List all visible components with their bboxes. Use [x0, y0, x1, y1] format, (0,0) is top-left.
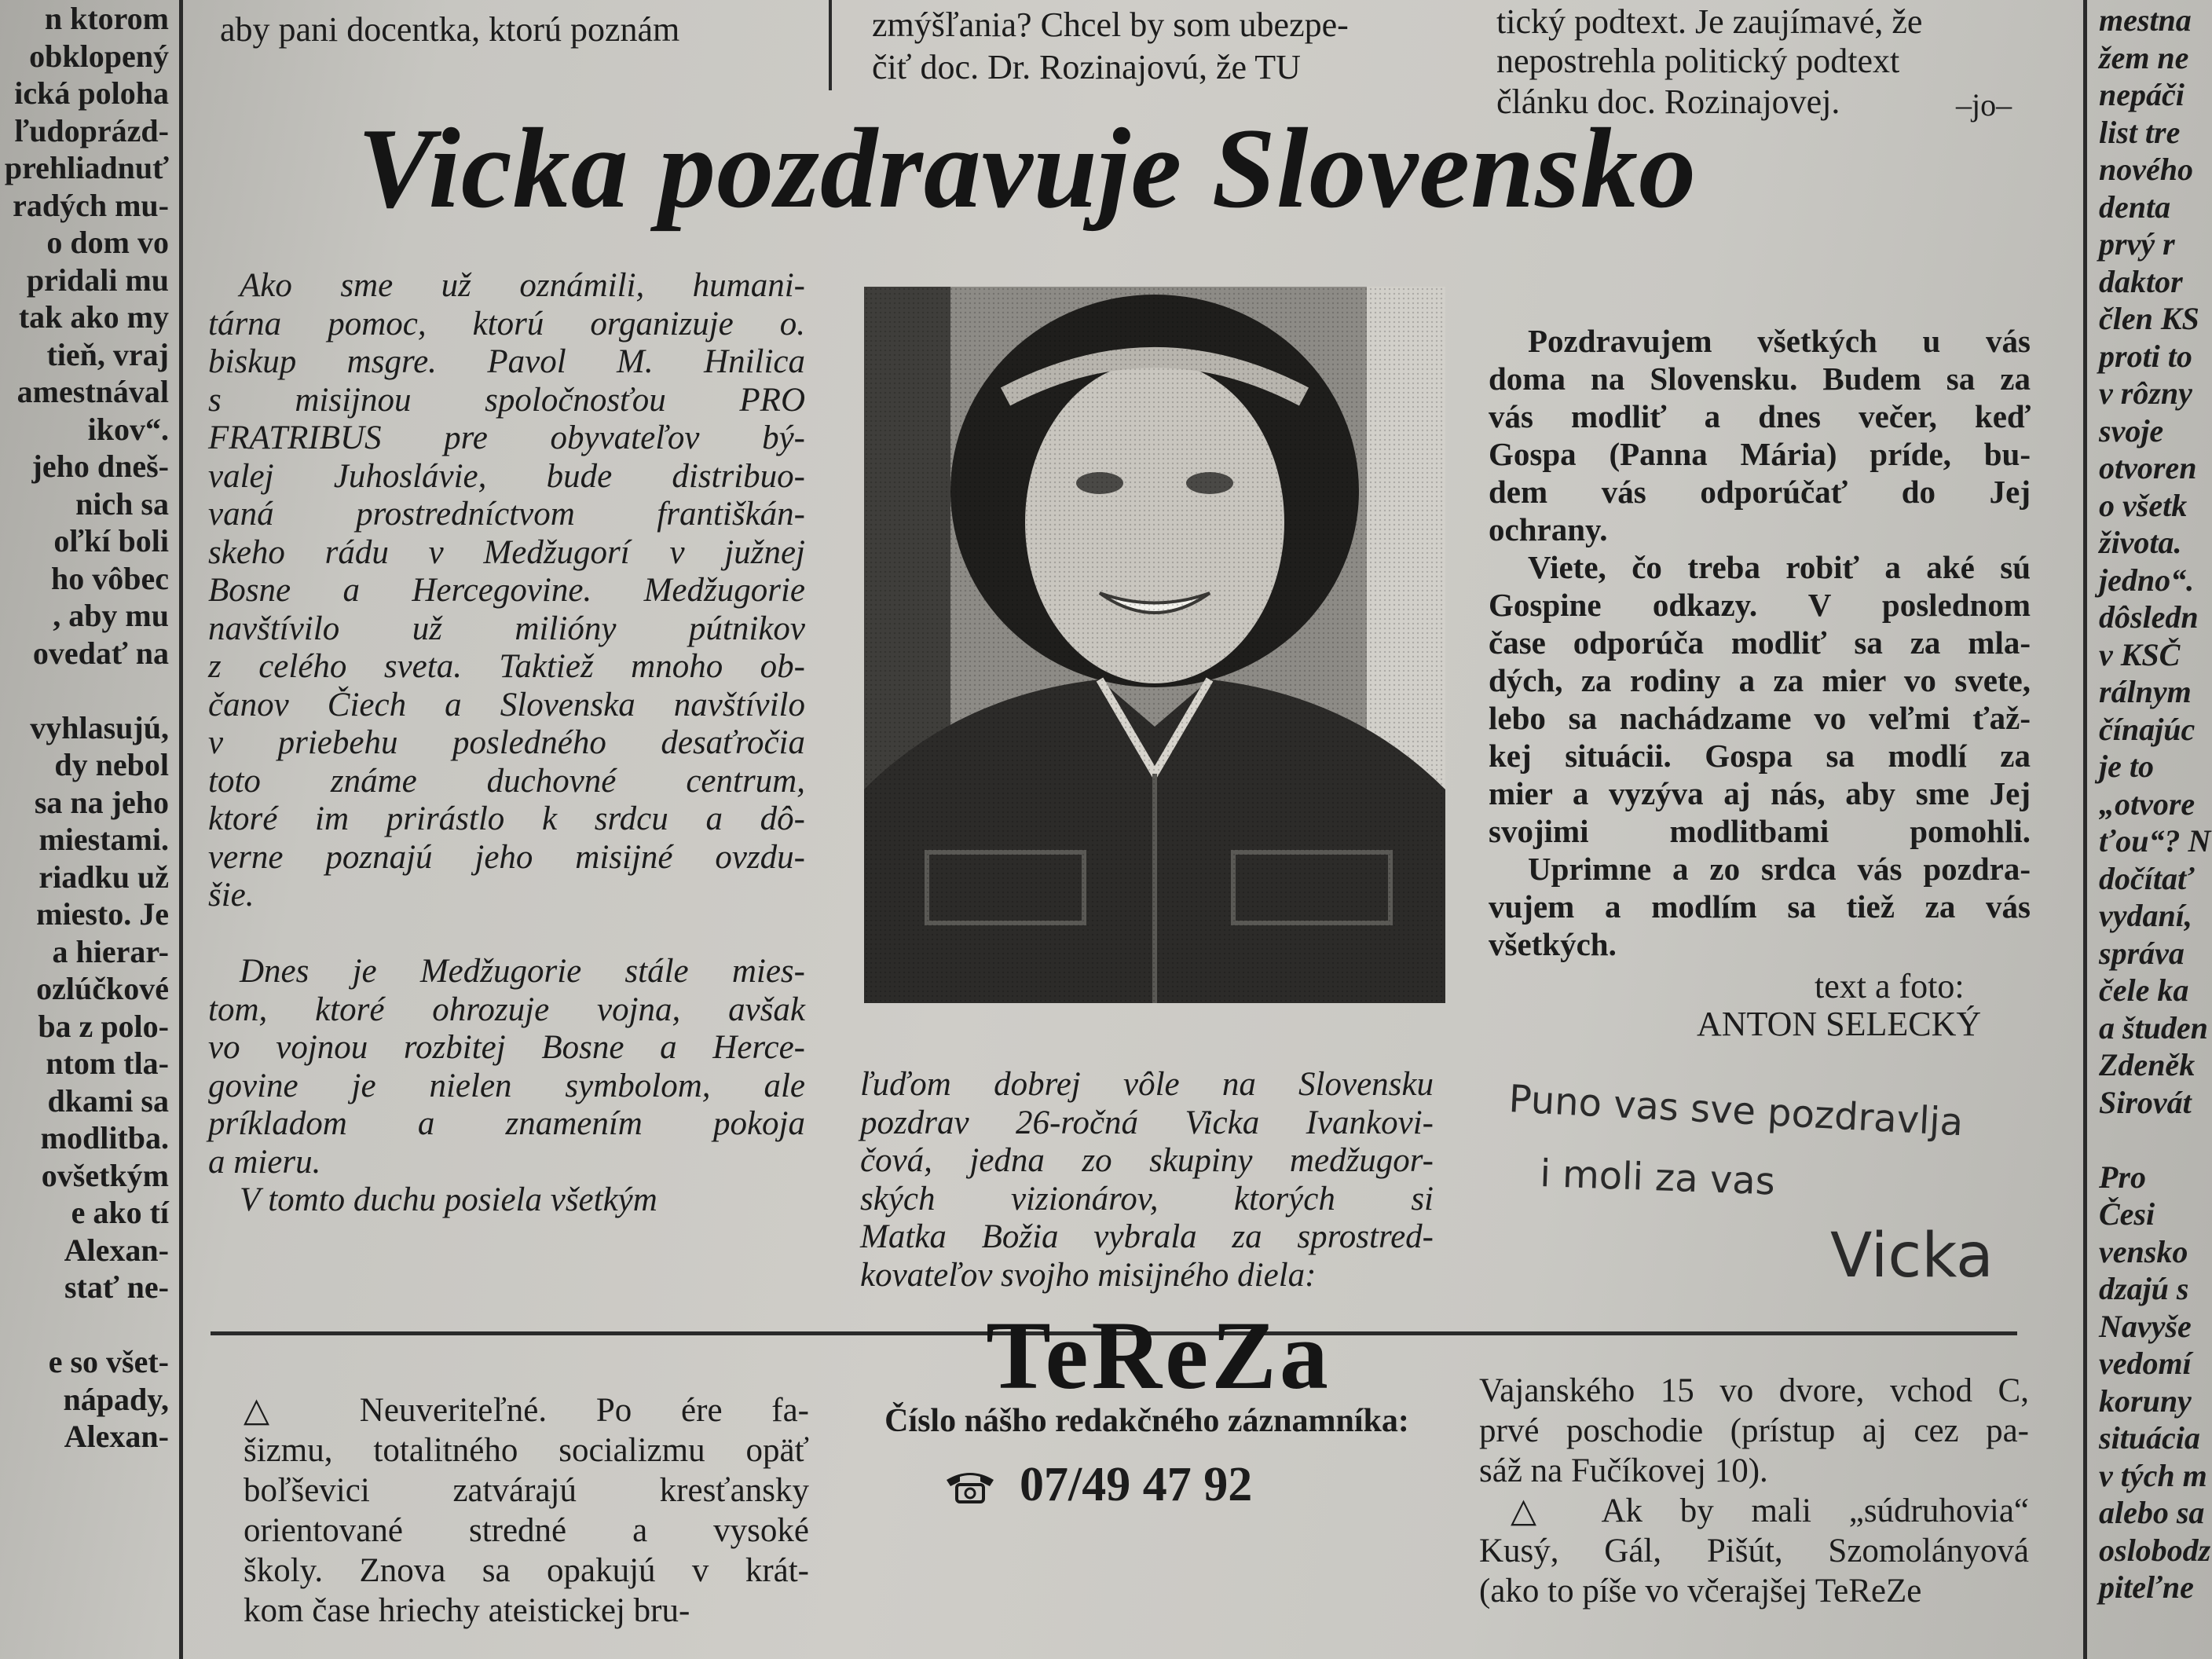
signature-drawing [1492, 1025, 2105, 1308]
edge-text-line: list tre [2099, 114, 2181, 150]
edge-text-line: sa na jeho [34, 784, 169, 820]
article-text-line: Dnes je Medžugorie stále mies- [240, 953, 805, 990]
quote-text-line: doma na Slovensku. Budem sa za [1489, 361, 2031, 397]
article-right-column [1489, 322, 2031, 963]
vicka-photo [864, 287, 1445, 1003]
bottom-text-line: boľševici zatvárajú kresťansky [244, 1472, 809, 1509]
quote-text-line: vujem a modlím sa tiež za vás [1489, 888, 2031, 925]
caption-text-line: ských vizionárov, ktorých si [860, 1180, 1434, 1218]
edge-text-line: vedomí [2099, 1346, 2192, 1381]
top-fragment-middle-2: čiť doc. Dr. Rozinajovú, že TU [872, 48, 1301, 86]
edge-text-line: oslobodz [2099, 1532, 2211, 1568]
edge-text-line: otvoren [2099, 450, 2197, 485]
bottom-text-line: sáž na Fučíkovej 10). [1479, 1452, 1768, 1489]
quote-text-line: všetkých. [1489, 926, 1617, 962]
edge-text-line [0, 1306, 169, 1344]
edge-text-line: ľudoprázd- [14, 112, 169, 148]
article-text-line: V tomto duchu posiela všetkým [240, 1181, 657, 1218]
edge-text-line: denta [2099, 189, 2171, 225]
telephone-icon [943, 1466, 998, 1505]
edge-text-line [2099, 1121, 2212, 1159]
edge-text-line: dy nebol [54, 747, 169, 782]
edge-text-line: dočítať [2099, 860, 2195, 896]
edge-text-line: alebo sa [2099, 1495, 2205, 1530]
edge-text-line: vydaní, [2099, 898, 2192, 933]
article-text-line: biskup msgre. Pavol M. Hnilica [208, 343, 805, 380]
bottom-text-line: šizmu, totalitného socializmu opäť [244, 1432, 809, 1469]
bottom-text-line: orientované stredné a vysoké [244, 1512, 809, 1549]
handwritten-signature [1492, 1025, 2105, 1308]
article-text-line: tom, ktoré ohrozuje vojna, avšak [208, 991, 805, 1028]
edge-text-line: prvý r [2099, 226, 2175, 262]
quote-text-line: čase odporúča modliť sa za mla- [1489, 624, 2031, 661]
edge-text-line: v KSČ [2099, 636, 2181, 672]
edge-text-line: a hierar- [52, 933, 169, 969]
article-text-line: govine je nielen symbolom, ale [208, 1067, 805, 1104]
edge-text-line: nového [2099, 152, 2193, 187]
signature-name: Vicka [1830, 1221, 1994, 1291]
article-text-line: čanov Čiech a Slovenska navštívilo [208, 686, 805, 723]
edge-text-line: a študen [2099, 1009, 2208, 1046]
edge-text-line: modlitba. [40, 1120, 169, 1155]
edge-text-line: e so všet- [48, 1344, 169, 1379]
edge-text-line: nápady, [63, 1381, 169, 1417]
edge-text-line: správa [2099, 935, 2185, 971]
quote-text-line: vás modliť a dnes večer, keď [1489, 398, 2031, 434]
bottom-text-line: (ako to píše vo včerajšej TeReZe [1479, 1573, 1922, 1610]
caption-text-line: Matka Božia vybrala za sprostred- [860, 1218, 1434, 1255]
edge-text-line: miestami. [38, 822, 169, 857]
edge-text-line: Alexan- [64, 1232, 169, 1268]
edge-text-line: Zdeněk [2099, 1047, 2196, 1082]
edge-text-line: Sirovát [2099, 1084, 2192, 1120]
edge-text-line: v tých m [2099, 1457, 2207, 1493]
edge-text-line: ická poloha [14, 75, 169, 111]
article-text-line: s misijnou spoločnosťou PRO [208, 381, 805, 419]
column-rule-left [179, 0, 183, 1659]
edge-text-line: ntom tla- [46, 1046, 169, 1081]
quote-text-line: Uprimne a zo srdca vás pozdra- [1528, 851, 2031, 887]
edge-text-line: daktor [2099, 263, 2183, 299]
tereza-logo: TeReZa [986, 1302, 1331, 1409]
edge-text-line: ho vôbec [51, 560, 169, 596]
edge-text-line: e ako tí [71, 1195, 169, 1230]
quote-text-line: Gospa (Panna Mária) príde, bu- [1489, 436, 2031, 472]
edge-text-line: amestnával [16, 374, 169, 409]
edge-text-line: n ktorom [44, 1, 169, 36]
article-text-line: šie. [208, 877, 255, 914]
article-text-line: príkladom a znamením pokoja [208, 1105, 805, 1142]
edge-text-line: ba z polo- [38, 1008, 169, 1044]
edge-text-line: jedno“. [2099, 562, 2195, 598]
top-fragment-middle-1: zmýšľania? Chcel by som ubezpe- [872, 5, 1349, 44]
edge-text-line: radých mu- [13, 187, 169, 223]
bottom-text-line: △ Neuveriteľné. Po ére fa- [244, 1392, 809, 1429]
edge-text-line: o dom vo [46, 225, 169, 260]
edge-text-line: riadku už [38, 859, 169, 895]
quote-text-line: Gospine odkazy. V poslednom [1489, 587, 2031, 623]
edge-text-line: stať ne- [64, 1269, 169, 1305]
edge-text-line: mestna [2099, 2, 2192, 38]
edge-text-line: v rôzny [2099, 375, 2192, 411]
article-text-line: v priebehu posledného desaťročia [208, 724, 805, 761]
quote-text-line: dem vás odporúčať do Jej [1489, 474, 2031, 510]
tereza-phone-block [943, 1457, 1382, 1513]
tereza-subtitle: Číslo nášho redakčného záznamníka: [884, 1403, 1409, 1439]
top-fragment-right-2: nepostrehla politický podtext [1496, 42, 1900, 80]
edge-text-line: nich sa [75, 485, 169, 522]
edge-text-line: jeho dneš- [31, 449, 169, 484]
edge-text-line: člen KS [2099, 301, 2199, 336]
quote-text-line: svojimi modlitbami pomohli. [1489, 813, 2031, 849]
edge-text-line: svoje [2099, 412, 2164, 449]
quote-text-line: kej situácii. Gospa sa modlí za [1489, 738, 2031, 774]
edge-text-line: Navyše [2099, 1308, 2192, 1344]
edge-text-line: tak ako my [18, 299, 169, 335]
bottom-text-line: kom čase hriechy ateistickej bru- [244, 1592, 690, 1629]
caption-text-line: čová, jedna zo skupiny medžugor- [860, 1142, 1434, 1179]
caption-text-line: pozdrav 26-ročná Vicka Ivankovi- [860, 1104, 1434, 1141]
quote-text-line: Viete, čo treba robiť a aké sú [1528, 549, 2031, 585]
caption-text-line: ľuďom dobrej vôle na Slovensku [860, 1066, 1434, 1103]
quote-text-line: mier a vyzýva aj nás, aby sme Jej [1489, 775, 2031, 811]
bottom-text-line: △ Ak by mali „súdruhovia“ [1511, 1492, 2029, 1529]
bottom-left-column [244, 1390, 809, 1631]
edge-text-line: tieň, vraj [46, 336, 169, 372]
article-caption-column [860, 1066, 1434, 1295]
edge-text-line: nepáči [2099, 77, 2185, 112]
article-text-line: skeho rádu v Medžugorí v južnej [208, 533, 805, 571]
edge-text-line: života. [2099, 525, 2182, 560]
bottom-right-column [1479, 1371, 2029, 1611]
article-text-line: vaná prostredníctvom františkán- [208, 496, 805, 533]
quote-text-line: ochrany. [1489, 511, 1608, 548]
article-text-line: ktoré im prirástlo k srdcu a dô- [208, 800, 805, 837]
edge-text-line: dkami sa [47, 1082, 169, 1119]
quote-text-line: dých, za rodiny a za mier vo svete, [1489, 662, 2031, 698]
edge-text-line: , aby mu [53, 598, 169, 633]
article-text-line: a mieru. [208, 1143, 321, 1181]
edge-text-line: situácia [2099, 1420, 2200, 1456]
top-fragment-right-sign: –jo– [1956, 87, 2012, 123]
right-edge-column [2099, 2, 2212, 1606]
article-text-line: tárna pomoc, ktorú organizuje o. [208, 305, 805, 342]
article-text-line: Bosne a Hercegovine. Medžugorie [208, 572, 805, 609]
edge-text-line: ovšetkým [41, 1157, 169, 1193]
article-text-line: vo vojnou rozbitej Bosne a Herce- [208, 1029, 805, 1066]
edge-text-line: vyhlasujú, [30, 709, 169, 745]
portrait-illustration [864, 287, 1445, 1003]
edge-text-line: prehliadnuť [4, 150, 169, 185]
article-text-line: valej Juhoslávie, bude distribuo- [208, 457, 805, 495]
quote-text-line: lebo sa nachádzame vo veľmi ťaž- [1489, 700, 2031, 736]
bottom-text-line: prvé poschodie (prístup aj cez pa- [1479, 1412, 2029, 1449]
edge-text-line: oľkí boli [53, 523, 169, 558]
article-text-line: FRATRIBUS pre obyvateľov bý- [208, 419, 805, 456]
edge-text-line: pridali mu [26, 262, 169, 298]
edge-text-line: rálnym [2099, 674, 2192, 709]
edge-text-line: žem ne [2099, 39, 2189, 75]
author-name: ANTON SELECKÝ [1697, 1005, 1982, 1043]
article-text-line: verne poznajú jeho misijné ovzdu- [208, 838, 805, 876]
quote-text-line: Pozdravujem všetkých u vás [1528, 323, 2031, 359]
edge-text-line: Česi [2099, 1196, 2155, 1232]
top-fragment-left: aby pani docentka, ktorú poznám [220, 10, 680, 49]
edge-text-line: je to [2099, 749, 2154, 784]
edge-text-line: dzajú s [2099, 1271, 2189, 1306]
edge-text-line: proti to [2099, 338, 2192, 374]
edge-text-line: vensko [2099, 1233, 2188, 1269]
edge-text-line: ovedať na [32, 635, 169, 671]
caption-text-line: kovateľov svojho misijného diela: [860, 1256, 1317, 1294]
article-text-line: Ako sme už oznámili, humani- [240, 267, 805, 304]
article-text-line: z celého sveta. Taktiež mnoho ob- [208, 648, 805, 685]
edge-text-line: Pro [2099, 1159, 2146, 1195]
edge-text-line: miesto. Je [36, 896, 169, 932]
bottom-text-line: školy. Znova sa opakujú v krát- [244, 1552, 809, 1589]
article-left-column [208, 267, 805, 1220]
edge-text-line: čele ka [2099, 972, 2189, 1008]
edge-text-line: piteľne [2099, 1569, 2194, 1605]
signature-line-2: i moli za vas [1539, 1152, 1776, 1204]
article-text-line: navštívilo už milióny pútnikov [208, 610, 805, 647]
photo-credit-label: text a foto: [1815, 967, 1965, 1005]
edge-text-line: dôsledn [2099, 599, 2199, 635]
column-rule-right [2083, 0, 2087, 1659]
edge-text-line: „otvore [2099, 786, 2196, 822]
bottom-text-line: Vajanského 15 vo dvore, vchod C, [1479, 1372, 2029, 1409]
bottom-text-line: Kusý, Gál, Pišút, Szomolányová [1479, 1533, 2029, 1569]
tereza-phone-number: 07/49 47 92 [1020, 1458, 1253, 1511]
edge-text-line: obklopený [29, 38, 169, 74]
top-fragment-right-1: tický podtext. Je zaujímavé, že [1496, 2, 1923, 41]
edge-text-line: ťou“? N [2099, 823, 2211, 859]
top-column-rule [829, 0, 832, 90]
edge-text-line: koruny [2099, 1382, 2192, 1419]
edge-text-line: ikov“. [87, 411, 169, 447]
article-text-line: toto známe duchovné centrum, [208, 762, 805, 800]
edge-text-line [0, 672, 169, 709]
article-text-line [208, 915, 805, 954]
edge-text-line: ozlúčkové [36, 971, 169, 1006]
signature-line-1: Puno vas sve pozdravlja [1507, 1077, 1965, 1145]
left-edge-column [0, 0, 169, 1456]
edge-text-line: o všetk [2099, 487, 2188, 523]
edge-text-line: Alexan- [64, 1419, 169, 1454]
article-headline: Vicka pozdravuje Slovensko [357, 104, 1697, 232]
top-fragment-right-3: článku doc. Rozinajovej. [1496, 82, 1840, 121]
edge-text-line: čínajúc [2099, 711, 2196, 747]
